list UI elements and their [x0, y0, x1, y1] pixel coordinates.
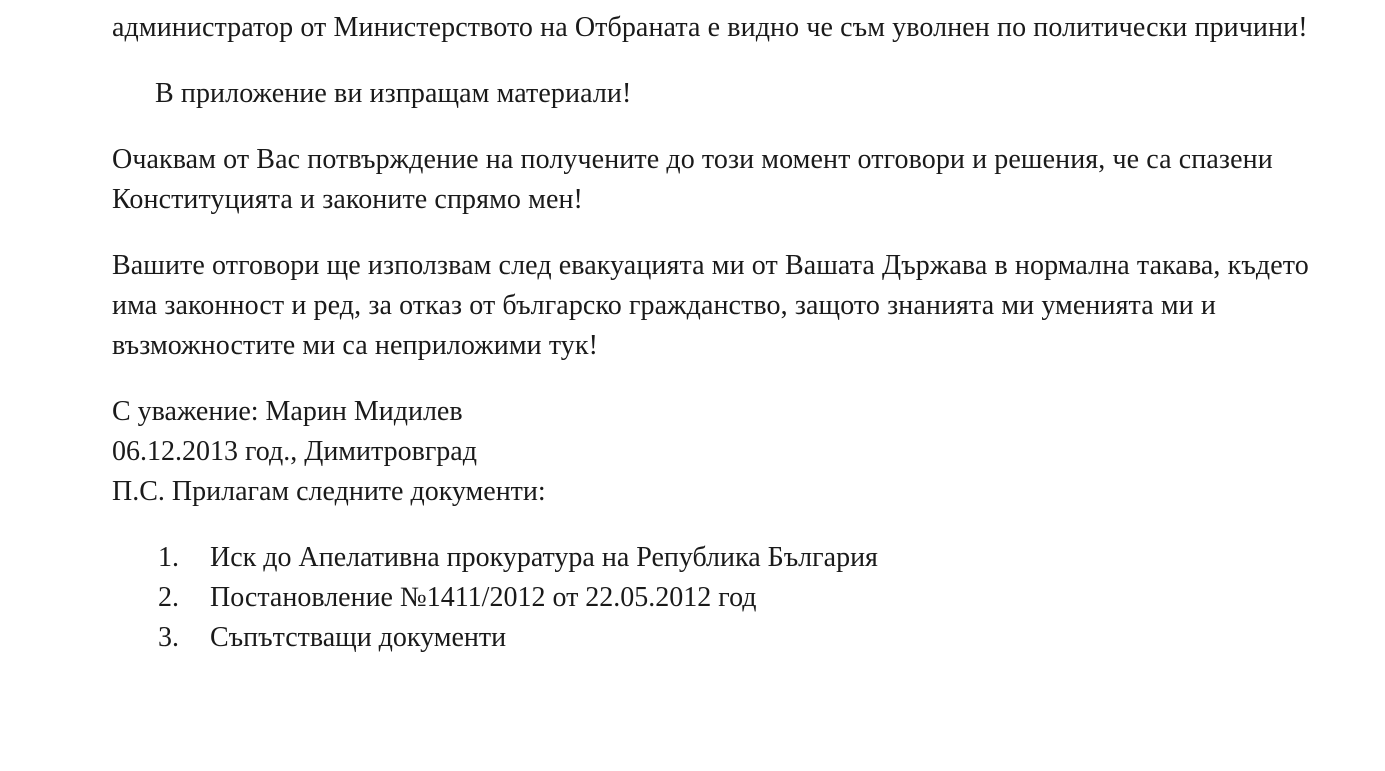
- list-item-text: Иск до Апелативна прокуратура на Република България: [210, 542, 878, 573]
- list-item-text: Постановление №1411/2012 от 22.05.2012 год: [210, 582, 757, 613]
- list-item-text: Съпътстващи документи: [210, 622, 507, 653]
- list-item: [112, 538, 1322, 578]
- signature-block: [112, 392, 1322, 512]
- list-item: [112, 578, 1322, 618]
- postscript-intro: П.С. Прилагам следните документи:: [112, 476, 546, 507]
- list-item-number: 2.: [158, 582, 179, 613]
- list-item: [112, 618, 1322, 658]
- paragraph-dismissal: администратор от Министерството на Отбраната е видно че съм уволнен по политически причини!: [112, 12, 1308, 43]
- list-item-number: 1.: [158, 542, 179, 573]
- paragraph-responses-use: Вашите отговори ще използвам след евакуацията ми от Вашата Държава в нормална такава, където има законност и ред, за отказ от българско гражданство, защото знанията ми уменията ми и възможностите ми са неприложими тук!: [112, 250, 1309, 361]
- attachments-list: [112, 538, 1322, 658]
- paragraph-expectation: Очаквам от Вас потвърждение на получените до този момент отговори и решения, че са спазени Конституцията и законите спрямо мен!: [112, 144, 1273, 215]
- signature-date-place: 06.12.2013 год., Димитровград: [112, 436, 477, 467]
- list-item-number: 3.: [158, 622, 179, 653]
- paragraph-enclosure: В приложение ви изпращам материали!: [155, 78, 632, 109]
- signature-closing: С уважение: Марин Мидилев: [112, 396, 463, 427]
